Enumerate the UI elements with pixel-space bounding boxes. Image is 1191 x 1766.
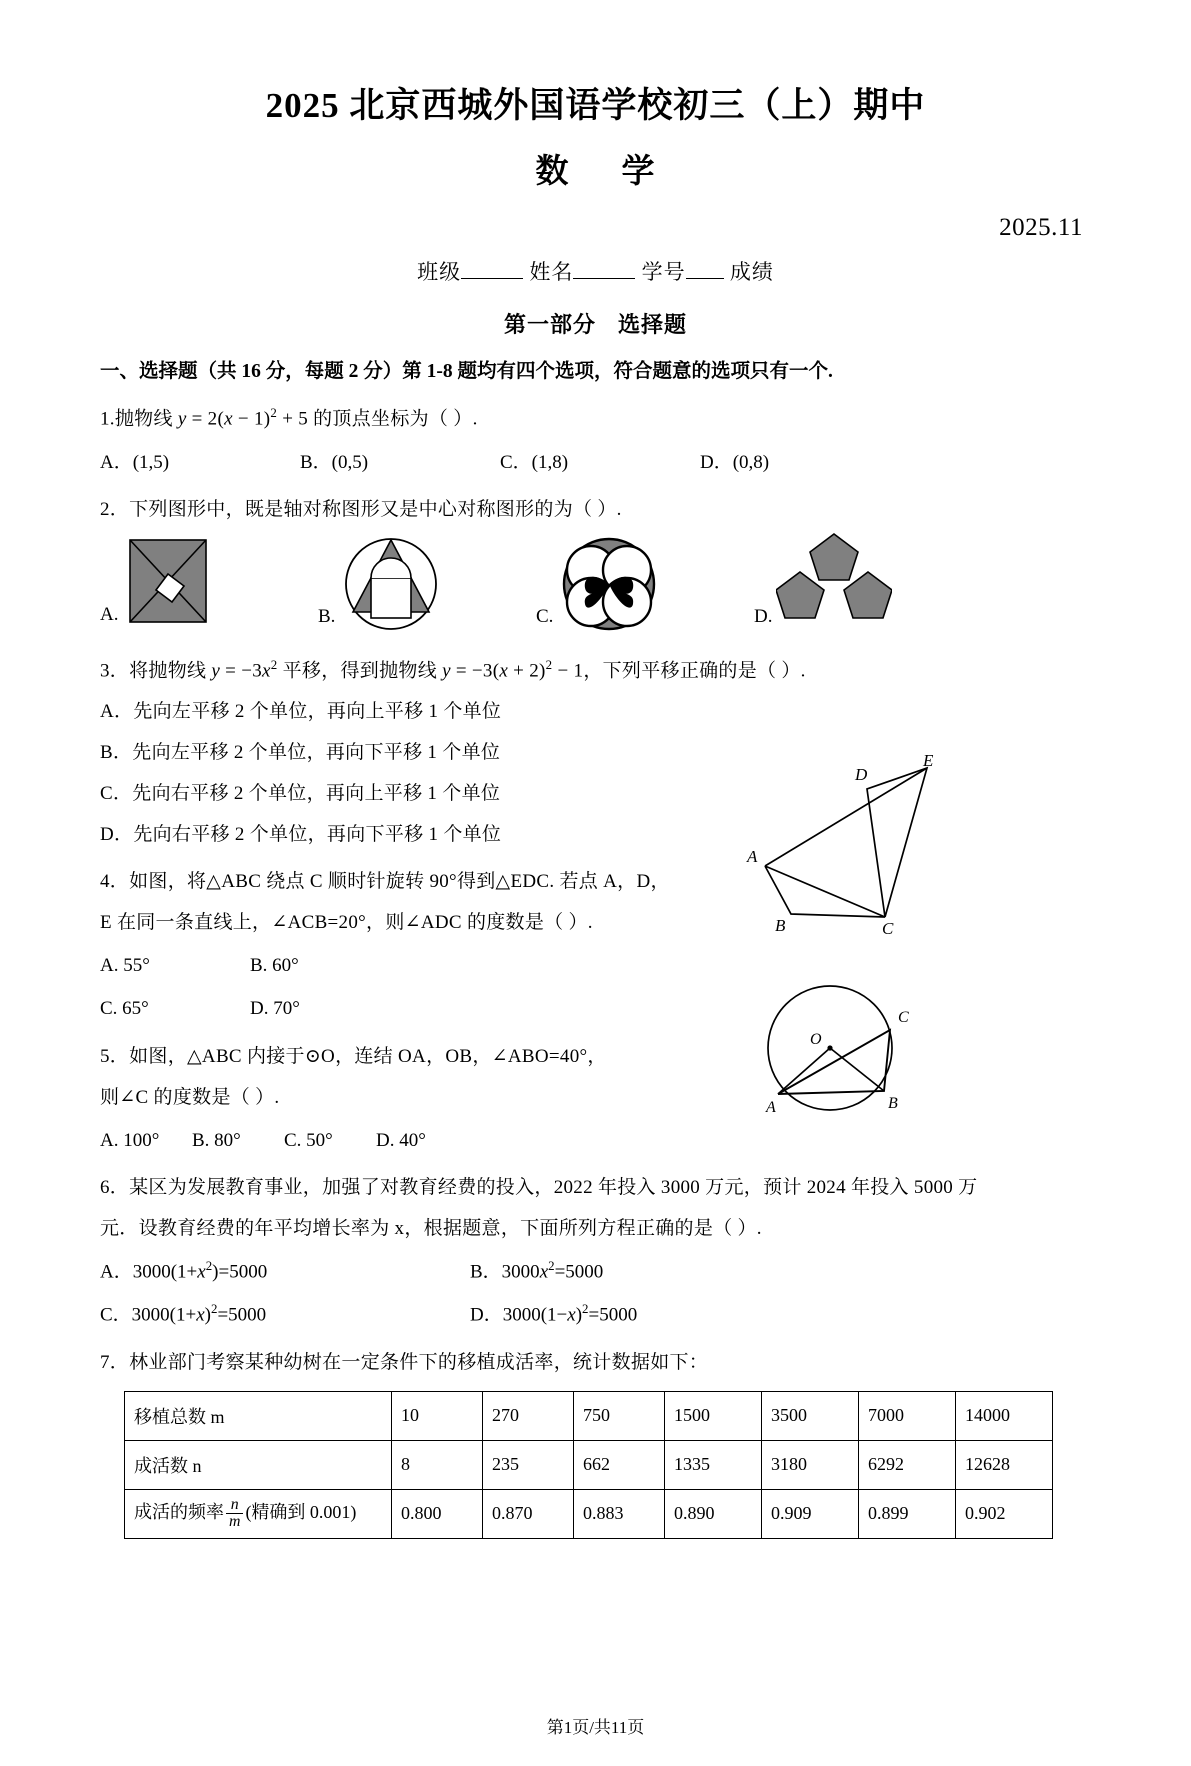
question-7-stem [100, 1344, 1091, 1381]
survived-cell-7: 12628 [956, 1440, 1053, 1489]
row-label-frequency: 成活的频率 $\frac{n}{m}$ (精确到 0.001) [125, 1489, 392, 1538]
total-cell-5: 3500 [762, 1391, 859, 1440]
q4-option-a[interactable]: A. 55° [100, 955, 150, 977]
q2-figure-a [100, 534, 214, 630]
table-row-total [125, 1391, 1053, 1440]
question-4-line-2: E 在同一条直线上，∠ACB=20°，则∠ADC 的度数是（ ）. [100, 912, 593, 934]
q3-option-c[interactable]: C．先向右平移 2 个单位，再向上平移 1 个单位 [100, 783, 501, 805]
q6-text-1: 某区为发展教育事业，加强了对教育经费的投入，2022 年投入 3000 万元，预计 2024 年投入 5000 万 [129, 1176, 978, 1198]
q4-option-b[interactable]: B. 60° [250, 955, 299, 977]
row-label-survived: 成活数 n [125, 1440, 392, 1489]
total-cell-1: 10 [392, 1391, 483, 1440]
label-D: D [855, 765, 868, 784]
q1-option-b[interactable]: B．(0,5) [300, 451, 369, 473]
fraction-n-over-m: $\frac{n}{m}$ [226, 1497, 243, 1531]
frequency-cell-7: 0.902 [956, 1489, 1053, 1538]
q6-option-d[interactable]: D．$3000(1-x)^2=5000$ [470, 1301, 638, 1326]
three-pentagons-icon [776, 530, 892, 632]
survived-cell-4: 1335 [665, 1440, 762, 1489]
subject-char-1: 数 [535, 154, 570, 191]
page-footer: 第1页/共11页 [546, 1718, 645, 1737]
row-label-total: 移植总数 m [125, 1391, 392, 1440]
question-4-diagram [745, 754, 955, 939]
label-id: 学号 [641, 260, 686, 285]
q6-number: 6． [100, 1176, 130, 1198]
q2-figure-c-label: C. [536, 605, 554, 627]
question-4-options-row-1 [100, 947, 1091, 984]
table-row-frequency [125, 1489, 1053, 1538]
q2-number: 2． [100, 498, 130, 520]
question-5-options [100, 1122, 1091, 1159]
q3-option-a[interactable]: A．先向左平移 2 个单位，再向上平移 1 个单位 [100, 701, 502, 723]
q1-option-d[interactable]: D．(0,8) [700, 451, 770, 473]
q4-number: 4． [100, 871, 130, 893]
question-5-line-1 [100, 1038, 1091, 1075]
q5-option-b[interactable]: B. 80° [192, 1129, 241, 1151]
q1-math: y [177, 408, 187, 430]
question-6-line-2: 元．设教育经费的年平均增长率为 x，根据题意，下面所列方程正确的是（ ）. [100, 1217, 762, 1239]
total-cell-2: 270 [483, 1391, 574, 1440]
q6-option-a[interactable]: A．$3000(1+x^2)=5000$ [100, 1257, 268, 1283]
label-C: C [882, 919, 894, 934]
blank-id[interactable] [686, 278, 724, 279]
frequency-cell-1: 0.800 [392, 1489, 483, 1538]
circle-four-petal-flower-icon [557, 532, 661, 632]
frequency-cell-3: 0.883 [574, 1489, 665, 1538]
exam-page [0, 82, 1191, 1766]
q3-pre: 将抛物线 [129, 660, 212, 682]
q5-option-a[interactable]: A. 100° [100, 1129, 160, 1151]
part-title: 选择题 [618, 312, 688, 338]
q5-option-c[interactable]: C. 50° [284, 1129, 333, 1151]
subject-char-2: 学 [621, 154, 656, 191]
label-O: O [810, 1031, 822, 1048]
q5-option-d[interactable]: D. 40° [376, 1129, 426, 1151]
label-B: B [775, 916, 786, 934]
page-title: 2025 北京西城外国语学校初三（上）期中 [265, 86, 926, 125]
circle-triangle-square-icon [339, 532, 443, 632]
survived-cell-5: 3180 [762, 1440, 859, 1489]
q7-text: 林业部门考察某种幼树在一定条件下的移植成活率，统计数据如下： [129, 1351, 709, 1373]
section-intro: 一、选择题（共 16 分，每题 2 分）第 1-8 题均有四个选项，符合题意的选项只有一个. [100, 361, 833, 383]
table-row-survived [125, 1440, 1053, 1489]
q5-text-1: 如图，△ABC 内接于⊙O，连结 OA，OB，∠ABO=40°， [129, 1045, 607, 1067]
q2-figure-a-label: A. [100, 603, 119, 625]
part-label: 第一部分 [503, 312, 596, 338]
question-6-options-row-1 [100, 1253, 1091, 1290]
inscribed-triangle-circle-figure [748, 970, 928, 1130]
survived-cell-6: 6292 [859, 1440, 956, 1489]
total-cell-6: 7000 [859, 1391, 956, 1440]
question-6-options-row-2 [100, 1296, 1091, 1333]
blank-class[interactable] [461, 278, 523, 279]
q6-option-b[interactable]: B．$3000x^2=5000$ [470, 1257, 604, 1283]
label-score: 成绩 [729, 260, 774, 285]
q3-post: ，下列平移正确的是（ ）. [583, 660, 806, 682]
q2-figure-d [754, 530, 892, 632]
exam-content [0, 353, 1191, 1539]
triangle-rotation-figure [745, 754, 955, 934]
q1-post: 的顶点坐标为（ ）. [308, 408, 478, 430]
exam-date: 2025.11 [999, 214, 1083, 242]
q2-figure-c [536, 532, 661, 632]
part-one-heading [0, 308, 1191, 339]
label-C: C [898, 1009, 909, 1026]
subject-title [0, 145, 1191, 192]
total-cell-7: 14000 [956, 1391, 1053, 1440]
question-5-line-2: 则∠C 的度数是（ ）. [100, 1086, 280, 1108]
question-2-figures [100, 534, 1091, 642]
label-class: 班级 [417, 260, 462, 285]
label-A: A [766, 1099, 776, 1116]
question-1-stem: 1.抛物线 $y = 2(x - 1)^2 + 5$ 的顶点坐标为（ ）. [100, 405, 478, 430]
survived-cell-3: 662 [574, 1440, 665, 1489]
blank-name[interactable] [573, 278, 635, 279]
question-1-options [100, 444, 1091, 481]
question-2-stem [100, 491, 1091, 528]
student-info-line [0, 256, 1191, 286]
question-3-stem: 3．将抛物线 $y = -3x^2$ 平移，得到抛物线 $y = -3(x + 2)^2 - 1$，下列平移正确的是（ ）. [100, 656, 806, 682]
q1-pre: 抛物线 [114, 408, 178, 430]
q7-number: 7． [100, 1351, 130, 1373]
label-A: A [747, 847, 758, 866]
label-name: 姓名 [529, 260, 574, 285]
q1-option-c[interactable]: C．(1,8) [500, 451, 569, 473]
q6-option-c[interactable]: C．$3000(1+x)^2=5000$ [100, 1301, 267, 1326]
q3-option-d[interactable]: D．先向右平移 2 个单位，再向下平移 1 个单位 [100, 824, 502, 846]
total-cell-4: 1500 [665, 1391, 762, 1440]
q3-number: 3． [100, 660, 130, 682]
q4-option-d[interactable]: D. 70° [250, 998, 300, 1020]
survived-cell-2: 235 [483, 1440, 574, 1489]
square-with-diagonals-and-inner-square-icon [122, 534, 214, 630]
q2-text: 下列图形中，既是轴对称图形又是中心对称图形的为（ ）. [129, 498, 622, 520]
frequency-cell-2: 0.870 [483, 1489, 574, 1538]
question-5-diagram [748, 970, 928, 1135]
q5-number: 5． [100, 1045, 130, 1067]
question-6-line-1 [100, 1169, 1091, 1206]
survival-rate-table [124, 1391, 1053, 1539]
q3-mid: 平移，得到抛物线 [277, 660, 443, 682]
total-cell-3: 750 [574, 1391, 665, 1440]
q2-figure-b-label: B. [318, 605, 336, 627]
q3-option-b[interactable]: B．先向左平移 2 个单位，再向下平移 1 个单位 [100, 742, 501, 764]
q4-text-1: 如图，将△ABC 绕点 C 顺时针旋转 90°得到△EDC. 若点 A，D， [129, 871, 670, 893]
q2-figure-b [318, 532, 443, 632]
frequency-cell-6: 0.899 [859, 1489, 956, 1538]
survived-cell-1: 8 [392, 1440, 483, 1489]
q4-option-c[interactable]: C. 65° [100, 998, 149, 1020]
label-E: E [923, 754, 934, 770]
frequency-cell-5: 0.909 [762, 1489, 859, 1538]
label-B: B [888, 1095, 898, 1112]
q1-option-a[interactable]: A．(1,5) [100, 451, 170, 473]
q2-figure-d-label: D. [754, 605, 773, 627]
q1-number: 1. [100, 408, 115, 430]
frequency-cell-4: 0.890 [665, 1489, 762, 1538]
question-4-options-row-2 [100, 990, 1091, 1027]
